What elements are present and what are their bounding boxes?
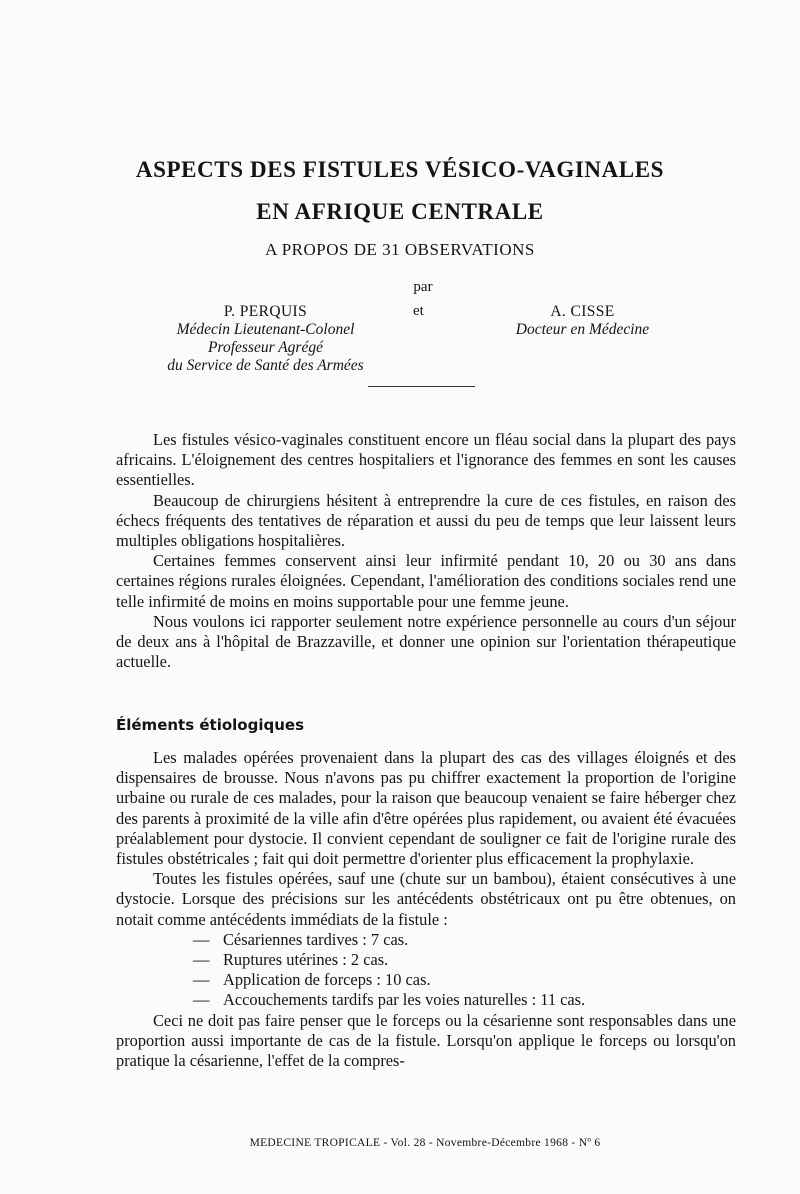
list-item [116,930,736,950]
author-cisse [475,303,690,339]
list-item [116,970,736,990]
author-perquis [148,303,383,375]
author-role: Médecin Lieutenant-Colonel [176,321,355,338]
dash-glyph: — [193,970,210,990]
list-item [116,990,736,1010]
author-name: A. CISSE [550,303,615,320]
article-title-line-1: ASPECTS DES FISTULES VÉSICO-VAGINALES [135,157,665,182]
list-item [116,950,736,970]
dash-glyph: — [193,950,210,970]
author-role: Docteur en Médecine [515,321,650,338]
introduction [116,430,736,672]
paragraph: Ceci ne doit pas faire penser que le forceps ou la césarienne sont responsables dans une proportion aussi importante de cas de la fistule. Lorsqu'on applique le forceps ou lorsqu'on pratique la césarienne, l'effet de la compres- [116,1010,736,1071]
dash-glyph: — [193,929,210,949]
section-body [116,748,736,1071]
dash-glyph: — [193,990,210,1010]
section-heading: Éléments étiologiques [116,716,304,734]
author-role: Professeur Agrégé [208,339,323,356]
paragraph: Beaucoup de chirurgiens hésitent à entreprendre la cure de ces fistules, en raison des échecs fréquents des tentatives de réparation et aussi du peu de temps que leur laissent leurs multiples obligations hospitalières. [116,490,736,551]
antecedents-list [116,930,736,1011]
author-role: du Service de Santé des Armées [167,357,364,374]
paragraph: Les malades opérées provenaient dans la plupart des cas des villages éloignés et des dispensaires de brousse. Nous n'avons pas pu chiffrer exactement la proportion de l'origine urbaine ou rurale de ces malades, pour la raison que beaucoup venaient se faire héberger chez des parents à proximité de la ville afin d'être opérées plus rapidement, ou avaient été évacuées préalablement pour dystocie. Il convient cependant de souligner ce fait de l'origine rurale des fistules obstétricales ; fait qui doit permettre d'orienter plus efficacement la prophylaxie. [116,748,736,869]
list-item-text: Césariennes tardives : 7 cas. [223,929,409,949]
separator-rule [368,386,475,387]
paragraph: Les fistules vésico-vaginales constituent encore un fléau social dans la plupart des pays africains. L'éloignement des centres hospitaliers et l'ignorance des femmes en sont les causes essentielles. [116,430,736,490]
et-label: et [413,303,424,319]
paragraph: Toutes les fistules opérées, sauf une (chute sur un bambou), étaient consécutives à une dystocie. Lorsque des précisions sur les antécédents obstétricaux ont pu être obtenues, on notait comme antécédents immédiats de la fistule : [116,869,736,929]
list-item-text: Application de forceps : 10 cas. [223,970,431,990]
list-item-text: Accouchements tardifs par les voies naturelles : 11 cas. [223,990,586,1010]
paragraph: Certaines femmes conservent ainsi leur infirmité pendant 10, 20 ou 30 ans dans certaines régions rurales éloignées. Cependant, l'amélioration des conditions sociales rend une telle infirmité de moins en moins supportable pour une femme jeune. [116,551,736,611]
author-name: P. PERQUIS [223,303,308,320]
journal-footer: MEDECINE TROPICALE - Vol. 28 - Novembre-Décembre 1968 - Nº 6 [249,1137,601,1149]
paragraph: Nous voulons ici rapporter seulement notre expérience personnelle au cours d'un séjour de deux ans à l'hôpital de Brazzaville, et donner une opinion sur l'orientation thérapeutique actuelle. [116,611,736,672]
list-item-text: Ruptures utérines : 2 cas. [223,950,389,970]
article-subtitle: A PROPOS DE 31 OBSERVATIONS [265,240,535,259]
article-title-line-2: EN AFRIQUE CENTRALE [256,199,544,224]
par-label: par [413,279,433,295]
